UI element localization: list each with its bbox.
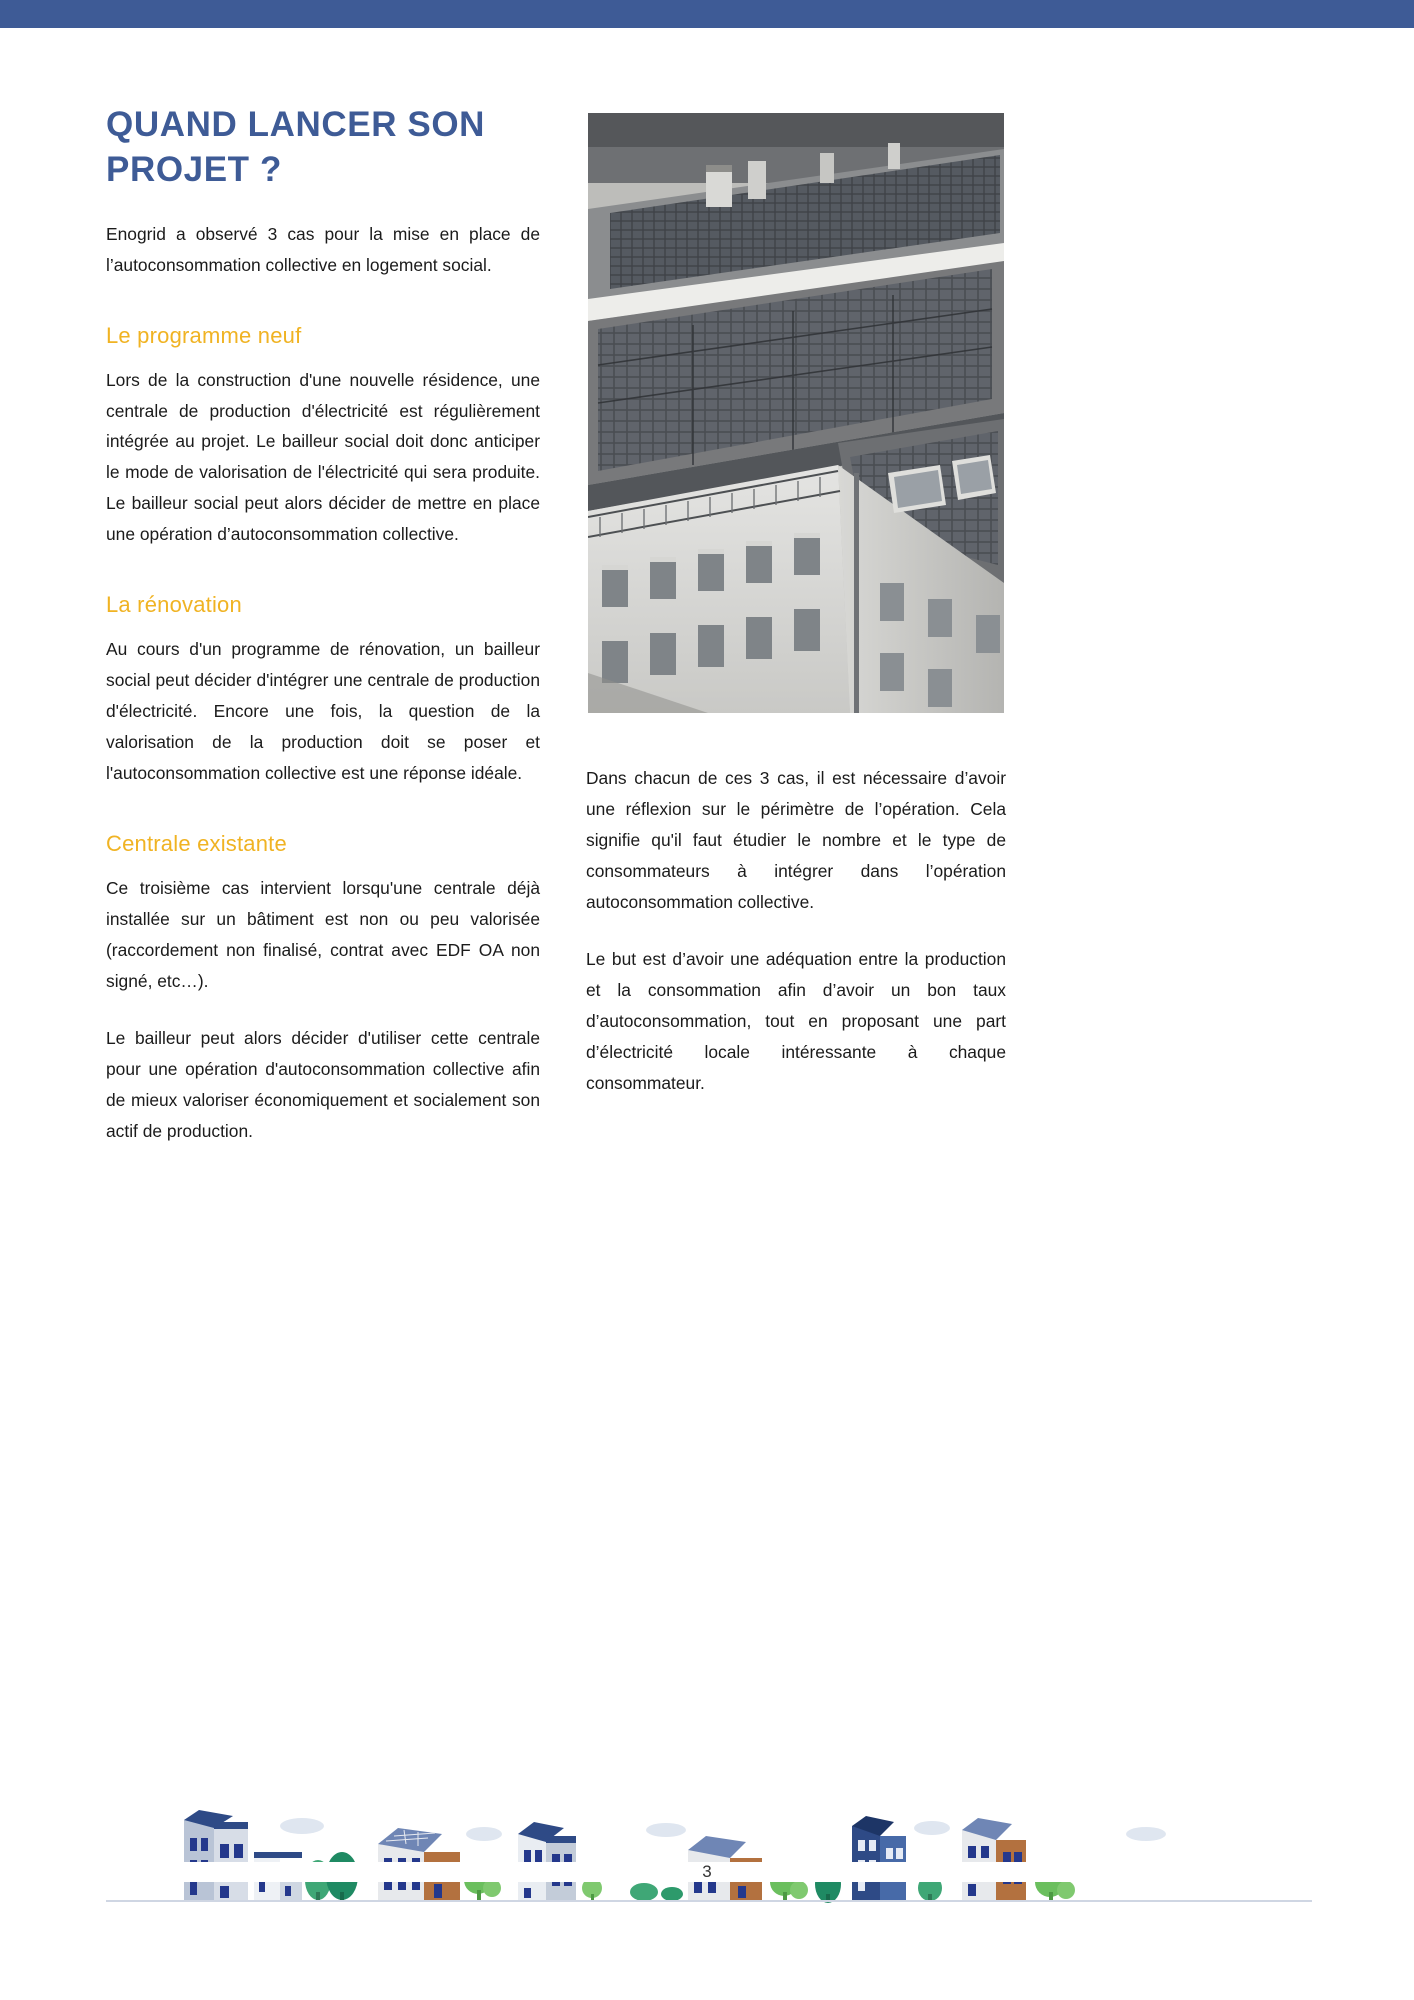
page-title: QUAND LANCER SON PROJET ?: [106, 105, 486, 189]
page-number-value: 3: [688, 1862, 725, 1881]
right-paragraph-2: Le but est d’avoir une adéquation entre la production et la consommation afin d’avoir un bon taux d’autoconsommation, tout en proposant une part d’électricité locale intéressante à chaque consommateur.: [586, 948, 1006, 1093]
top-accent-bar: [0, 0, 1414, 28]
section-paragraph-centrale-existante-1: Ce troisième cas intervient lorsqu'une centrale déjà installée sur un bâtiment est non ou peu valorisée (raccordement non finalisé, contrat avec EDF OA non signé, etc…).: [106, 878, 540, 992]
section-heading-centrale-existante: Centrale existante: [106, 831, 287, 857]
page-number: [0, 1862, 1414, 1882]
right-column: [586, 763, 1006, 1099]
section-paragraph-programme-neuf: Lors de la construction d'une nouvelle résidence, une centrale de production d'électricité est régulièrement intégrée au projet. Le bailleur social doit donc anticiper le mode de valorisation de l'électricité qui sera produite. Le bailleur social peut alors décider de mettre en place une opération d’autoconsommation collective.: [106, 369, 540, 545]
footer-city-illustration: [106, 1808, 1312, 1903]
section-paragraph-centrale-existante-2: Le bailleur peut alors décider d'utiliser cette centrale pour une opération d'autoconsommation collective afin de mieux valoriser économiquement et socialement son actif de production.: [106, 1028, 540, 1141]
document-page: [0, 28, 1414, 2000]
left-column: [106, 103, 540, 1147]
intro-paragraph: Enogrid a observé 3 cas pour la mise en place de l’autoconsommation collective en logement social.: [106, 223, 540, 275]
section-heading-renovation: La rénovation: [106, 592, 242, 618]
section-paragraph-renovation: Au cours d'un programme de rénovation, un bailleur social peut décider d'intégrer une centrale de production d'électricité. Encore une fois, la question de la valorisation de la production doit se poser et l'autoconsommation collective est une réponse idéale.: [106, 639, 540, 784]
section-heading-programme-neuf: Le programme neuf: [106, 322, 302, 348]
rooftop-solar-panels-photo: [588, 113, 1004, 713]
right-paragraph-1: Dans chacun de ces 3 cas, il est nécessaire d’avoir une réflexion sur le périmètre de l’opération. Cela signifie qu'il faut étudier le nombre et le type de consommateurs à intégrer dans l’opération autoconsommation collective.: [586, 768, 1006, 912]
